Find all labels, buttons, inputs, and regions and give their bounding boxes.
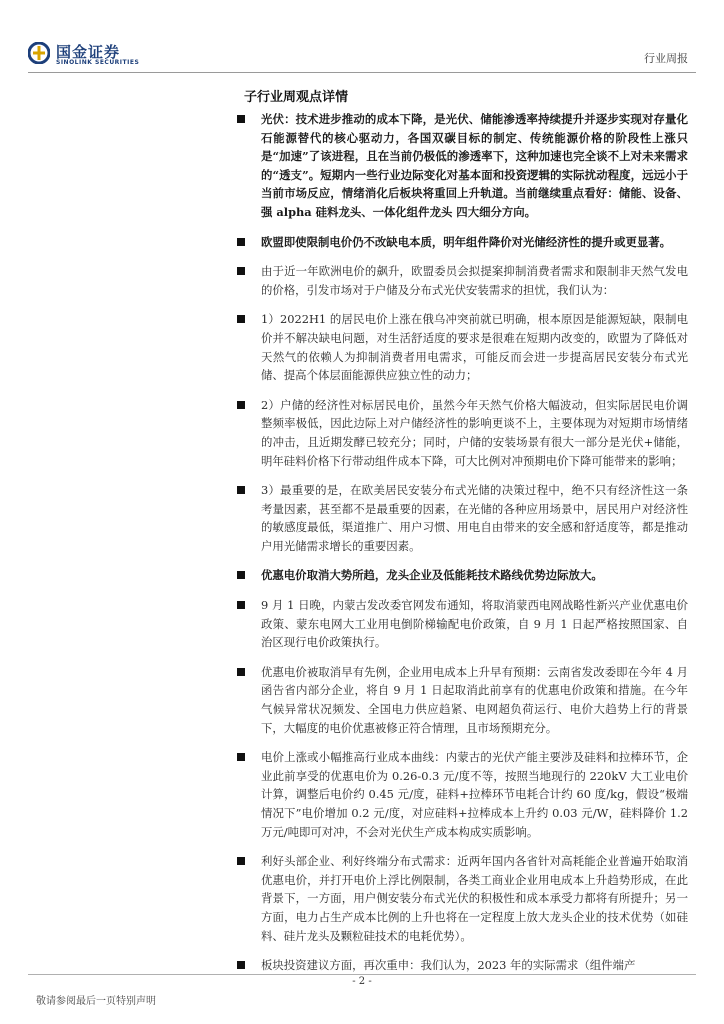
list-item	[236, 262, 688, 299]
list-item	[236, 852, 688, 945]
item-text: 电价上涨或小幅推高行业成本曲线：内蒙古的光伏产能主要涉及硅料和拉棒环节，企业此前享受的优惠电价为 0.26-0.3 元/度不等，按照当地现行的 220kV 大工业电价计算，调整后电价约 0.45 元/度，硅料+拉棒环节电耗合计约 60 度/kg，假设“极端情况下”电价增加 0.2 元/度，对应硅料+拉棒成本上升约 0.03 元/W，硅料降价 1.2 万元/吨即可对冲，不会对光伏生产成本构成实质影响。	[261, 750, 688, 839]
list-item	[236, 396, 688, 470]
item-text: 2）户储的经济性对标居民电价，虽然今年天然气价格大幅波动，但实际居民电价调整频率极低，因此边际上对户储经济性的影响更谈不上，主要体现为对短期市场情绪的冲击，且近期发酵已较充分；同时，户储的安装场景有很大一部分是光伏+储能，明年硅料价格下行带动组件成本下降，可大比例对冲预期电价下降可能带来的影响；	[261, 397, 688, 468]
brand-name-cn: 国金证券	[56, 43, 121, 61]
list-item	[236, 481, 688, 555]
square-bullet-icon	[237, 401, 245, 409]
square-bullet-icon	[237, 961, 245, 969]
bullet-list	[236, 110, 688, 986]
square-bullet-icon	[237, 753, 245, 761]
item-text: 欧盟即使限制电价仍不改缺电本质，明年组件降价对光储经济性的提升或更显著。	[261, 234, 672, 249]
sinolink-logo-icon	[28, 42, 50, 64]
disclaimer-note: 敬请参阅最后一页特别声明	[36, 996, 156, 1007]
list-item	[236, 596, 688, 652]
square-bullet-icon	[237, 857, 245, 865]
header-divider	[28, 72, 696, 73]
item-text: 1）2022H1 的居民电价上涨在俄乌冲突前就已明确，根本原因是能源短缺，限制电价并不解决缺电问题，对生活舒适度的要求是很难在短期内改变的，欧盟为了降低对天然气的依赖人为抑制消费者用电需求，可能反而会进一步提高居民安装分布式光储、提高个体层面能源供应独立性的动力；	[261, 312, 688, 383]
footer-divider	[28, 974, 696, 975]
item-text: 板块投资建议方面，再次重申：我们认为，2023 年的实际需求（组件端产	[261, 958, 636, 973]
square-bullet-icon	[237, 601, 245, 609]
list-item	[236, 110, 688, 222]
square-bullet-icon	[237, 571, 245, 579]
square-bullet-icon	[237, 315, 245, 323]
list-item	[236, 233, 688, 252]
brand-name-en: SINOLINK SECURITIES	[56, 59, 140, 66]
square-bullet-icon	[237, 267, 245, 275]
page-header	[0, 0, 724, 75]
report-type-label: 行业周报	[644, 52, 688, 65]
square-bullet-icon	[237, 115, 245, 123]
item-text: 9 月 1 日晚，内蒙古发改委官网发布通知，将取消蒙西电网战略性新兴产业优惠电价政策、蒙东电网大工业用电倒阶梯输配电价政策，自 9 月 1 日起严格按照国家、自治区现行电价政策执行。	[261, 598, 688, 650]
item-text: 优惠电价被取消早有先例，企业用电成本上升早有预期：云南省发改委即在今年 4 月函告省内部分企业，将自 9 月 1 日起取消此前享有的优惠电价政策和措施。在今年气候异常状况频发、全国电力供应趋紧、电网超负荷运行、电价大趋势上行的背景下，大幅度的电价优惠被修正符合情理，且市场预期充分。	[261, 664, 688, 735]
list-item	[236, 566, 688, 585]
list-item	[236, 310, 688, 384]
list-item	[236, 748, 688, 841]
square-bullet-icon	[237, 238, 245, 246]
item-text: 3）最重要的是，在欧美居民安装分布式光储的决策过程中，绝不只有经济性这一条考量因素，甚至都不是最重要的因素，在光储的各种应用场景中，居民用户对经济性的敏感度最低，渠道推广、用户习惯、用电自由带来的安全感和舒适度等，都是推动户用光储需求增长的重要因素。	[261, 483, 688, 553]
page-number: - 2 -	[352, 976, 372, 987]
brand-logo	[28, 40, 140, 70]
square-bullet-icon	[237, 486, 245, 494]
square-bullet-icon	[237, 668, 245, 676]
item-text: 光伏：技术进步推动的成本下降，是光伏、储能渗透率持续提升并逐步实现对存量化石能源替代的核心驱动力，各国双碳目标的制定、传统能源价格的阶段性上涨只是“加速”了该进程，且在当前仍极低的渗透率下，这种加速也完全谈不上对未来需求的“透支”。短期内一些行业边际变化对基本面和投资逻辑的实际扰动程度，远远小于当前市场反应，情绪消化后板块将重回上升轨道。当前继续重点看好：储能、设备、强 alpha 硅料龙头、一体化组件龙头 四大细分方向。	[261, 112, 688, 219]
section-title: 子行业周观点详情	[244, 90, 349, 105]
item-text: 优惠电价取消大势所趋，龙头企业及低能耗技术路线优势边际放大。	[261, 568, 603, 583]
item-text: 由于近一年欧洲电价的飙升，欧盟委员会拟提案抑制消费者需求和限制非天然气发电的价格，引发市场对于户储及分布式光伏安装需求的担忧，我们认为：	[261, 264, 688, 297]
list-item	[236, 956, 688, 975]
list-item	[236, 663, 688, 737]
item-text: 利好头部企业、利好终端分布式需求：近两年国内各省针对高耗能企业普遍开始取消优惠电价，并打开电价上浮比例限制，各类工商业企业用电成本上升趋势形成，在此背景下，一方面，用户侧安装分布式光伏的积极性和成本承受力都将有所提升；另一方面，电力占生产成本比例的上升也将在一定程度上放大龙头企业的技术优势（如硅料、硅片龙头及颗粒硅技术的电耗优势）。	[261, 854, 688, 943]
